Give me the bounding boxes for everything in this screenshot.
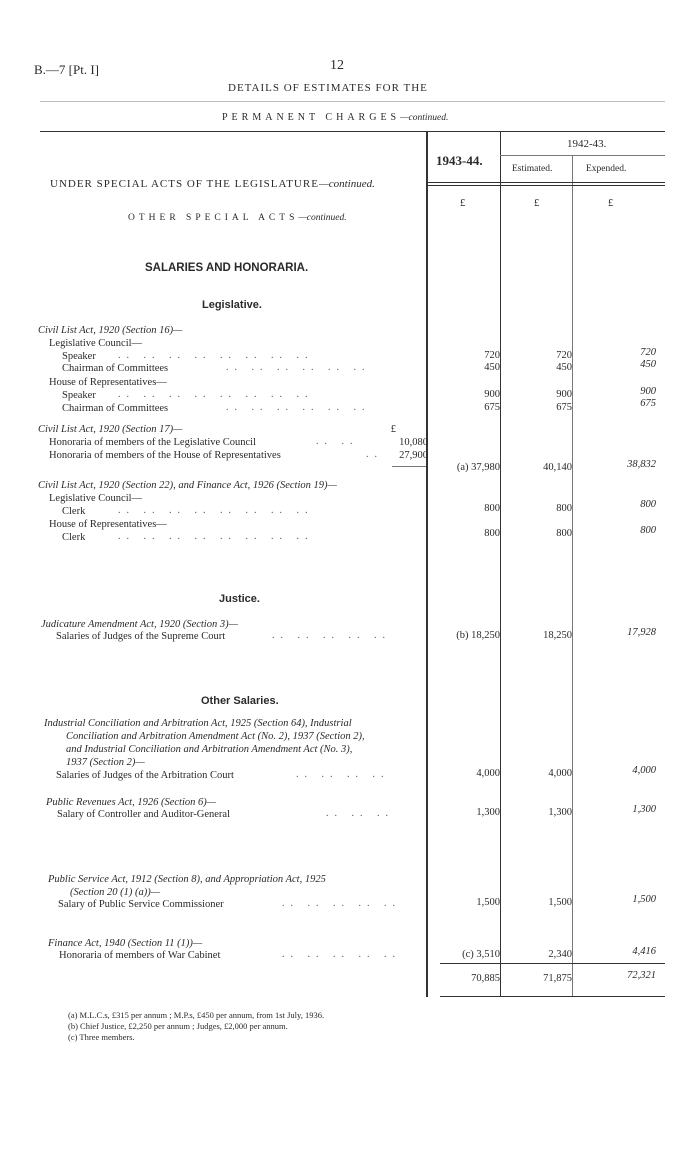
act-civil-list-22: Civil List Act, 1920 (Section 22), and Finance Act, 1926 (Section 19)— — [38, 480, 337, 491]
header-bottom-rule-2 — [426, 185, 665, 186]
heading-other-salaries: Other Salaries. — [201, 695, 279, 707]
act-industrial-3: and Industrial Conciliation and Arbitration Amendment Act (No. 3), — [66, 744, 353, 755]
leader-dots: .. .. .. .. .. — [272, 630, 391, 641]
val-lc-speaker-exp: 720 — [640, 347, 656, 358]
subtotal-hr: 27,900 — [399, 450, 428, 461]
val-hr-chairman-est: 675 — [556, 402, 572, 413]
label-arbitration-judges: Salaries of Judges of the Arbitration Court — [56, 770, 234, 781]
label-hr-clerk-group: House of Representatives— — [49, 519, 167, 530]
val-arb-est: 4,000 — [548, 768, 572, 779]
label-legislative-council: Legislative Council— — [49, 338, 143, 349]
column-divider-left — [426, 131, 428, 997]
label-speaker: Speaker — [62, 351, 96, 362]
val-psc-est: 1,500 — [548, 897, 572, 908]
leader-dots: .. .. .. .. — [296, 769, 390, 780]
leader-dots: .. .. .. .. .. .. .. .. — [118, 531, 314, 542]
leader-dots: .. .. .. .. .. .. — [226, 362, 371, 373]
leader-dots: .. .. .. .. .. — [282, 898, 401, 909]
header-bottom-rule — [426, 182, 665, 183]
heading-other-special-acts: OTHER SPECIAL ACTS—continued. — [128, 213, 347, 223]
act-industrial-2: Conciliation and Arbitration Amendment Act (No. 2), 1937 (Section 2), — [66, 731, 365, 742]
label-speaker-hr: Speaker — [62, 390, 96, 401]
act-civil-list-16: Civil List Act, 1920 (Section 16)— — [38, 325, 183, 336]
heading-special-acts: UNDER SPECIAL ACTS OF THE LEGISLATURE—continued. — [50, 178, 375, 190]
leader-dots: .. .. .. — [326, 808, 394, 819]
col-1943-44: 1943-44. — [436, 153, 483, 168]
val-justice-est: 18,250 — [543, 630, 572, 641]
col-1942-43: 1942-43. — [567, 138, 607, 150]
label-honoraria-lc: Honoraria of members of the Legislative Council — [49, 437, 257, 448]
val-war-1943: (c) 3,510 — [462, 949, 500, 960]
val-justice-exp: 17,928 — [627, 627, 656, 638]
footnote-b: (b) Chief Justice, £2,250 per annum ; Judges, £2,000 per annum. — [68, 1021, 288, 1031]
act-public-service-2: (Section 20 (1) (a))— — [70, 887, 161, 898]
label-hr-clerk: Clerk — [62, 532, 86, 543]
subtotal-rule — [392, 466, 426, 467]
label-auditor-general: Salary of Controller and Auditor-General — [57, 809, 230, 820]
column-divider-2 — [572, 155, 573, 997]
label-war-cabinet: Honoraria of members of War Cabinet — [59, 950, 221, 961]
val-lc-chairman-1943: 450 — [484, 362, 500, 373]
unit-c3: £ — [608, 198, 614, 209]
total-exp: 72,321 — [627, 970, 656, 981]
col-expended: Expended. — [586, 164, 627, 174]
total-top-rule — [440, 963, 665, 964]
act-public-service-1: Public Service Act, 1912 (Section 8), and Appropriation Act, 1925 — [48, 874, 326, 885]
act-finance-1940: Finance Act, 1940 (Section 11 (1))— — [48, 938, 203, 949]
footnote-c: (c) Three members. — [68, 1032, 135, 1042]
leader-dots: .. .. — [316, 436, 359, 447]
val-honoraria-1943: (a) 37,980 — [456, 462, 500, 473]
leader-dots: .. .. .. .. .. .. .. .. — [118, 389, 314, 400]
leader-dots: .. .. .. .. .. .. .. .. — [118, 350, 314, 361]
val-lc-chairman-exp: 450 — [640, 359, 656, 370]
act-industrial-1: Industrial Conciliation and Arbitration Act, 1925 (Section 64), Industrial — [44, 718, 352, 729]
total-bottom-rule — [440, 996, 665, 997]
title-rule — [40, 101, 665, 102]
val-arb-1943: 4,000 — [476, 768, 500, 779]
page-title: DETAILS OF ESTIMATES FOR THE — [228, 82, 428, 94]
subtotal-lc: 10,080 — [399, 437, 428, 448]
val-war-est: 2,340 — [548, 949, 572, 960]
val-lc-chairman-est: 450 — [556, 362, 572, 373]
leader-dots: .. — [366, 449, 383, 460]
label-lc-clerk-group: Legislative Council— — [49, 493, 143, 504]
val-hr-speaker-est: 900 — [556, 389, 572, 400]
unit-c1: £ — [460, 198, 466, 209]
col-estimated: Estimated. — [512, 164, 553, 174]
total-1943: 70,885 — [471, 973, 500, 984]
val-lc-speaker-1943: 720 — [484, 350, 500, 361]
label-house-of-reps: House of Representatives— — [49, 377, 167, 388]
val-lc-clerk-1943: 800 — [484, 503, 500, 514]
total-est: 71,875 — [543, 973, 572, 984]
group-rule — [500, 155, 665, 156]
val-honoraria-est: 40,140 — [543, 462, 572, 473]
unit-c2: £ — [534, 198, 540, 209]
val-hr-chairman-exp: 675 — [640, 398, 656, 409]
act-civil-list-17: Civil List Act, 1920 (Section 17)— — [38, 424, 183, 435]
act-judicature: Judicature Amendment Act, 1920 (Section 3)— — [41, 619, 238, 630]
label-honoraria-hr: Honoraria of members of the House of Representatives — [49, 450, 281, 461]
val-hr-speaker-1943: 900 — [484, 389, 500, 400]
label-chairman-hr: Chairman of Committees — [62, 403, 169, 414]
leader-dots: .. .. .. .. .. — [282, 949, 401, 960]
heading-legislative: Legislative. — [202, 299, 262, 311]
val-hr-speaker-exp: 900 — [640, 386, 656, 397]
act-industrial-4: 1937 (Section 2)— — [66, 757, 145, 768]
val-psc-1943: 1,500 — [476, 897, 500, 908]
label-public-service-commissioner: Salary of Public Service Commissioner — [58, 899, 224, 910]
subtotal-unit: £ — [390, 424, 396, 435]
val-hr-clerk-1943: 800 — [484, 528, 500, 539]
val-lc-clerk-est: 800 — [556, 503, 572, 514]
page-ref: B.—7 [Pt. I] — [34, 62, 99, 77]
val-honoraria-exp: 38,832 — [627, 459, 656, 470]
val-hr-clerk-exp: 800 — [640, 525, 656, 536]
val-war-exp: 4,416 — [632, 946, 656, 957]
heading-salaries: SALARIES AND HONORARIA. — [145, 262, 309, 274]
val-arb-exp: 4,000 — [632, 765, 656, 776]
table-top-rule — [40, 131, 665, 132]
column-divider-1 — [500, 131, 501, 997]
leader-dots: .. .. .. .. .. .. .. .. — [118, 505, 314, 516]
page-subtitle: PERMANENT CHARGES—continued. — [222, 112, 449, 123]
footnote-a: (a) M.L.C.s, £315 per annum ; M.P.s, £450 per annum, from 1st July, 1936. — [68, 1010, 325, 1020]
page-number: 12 — [330, 58, 344, 73]
val-psc-exp: 1,500 — [632, 894, 656, 905]
val-auditor-exp: 1,300 — [632, 804, 656, 815]
act-public-revenues: Public Revenues Act, 1926 (Section 6)— — [46, 797, 217, 808]
val-justice-1943: (b) 18,250 — [456, 630, 500, 641]
val-auditor-1943: 1,300 — [476, 807, 500, 818]
val-auditor-est: 1,300 — [548, 807, 572, 818]
val-hr-clerk-est: 800 — [556, 528, 572, 539]
leader-dots: .. .. .. .. .. .. — [226, 402, 371, 413]
val-lc-speaker-est: 720 — [556, 350, 572, 361]
label-lc-clerk: Clerk — [62, 506, 86, 517]
heading-justice: Justice. — [219, 593, 260, 605]
label-judges-supreme: Salaries of Judges of the Supreme Court — [56, 631, 226, 642]
val-lc-clerk-exp: 800 — [640, 499, 656, 510]
label-chairman: Chairman of Committees — [62, 363, 169, 374]
val-hr-chairman-1943: 675 — [484, 402, 500, 413]
